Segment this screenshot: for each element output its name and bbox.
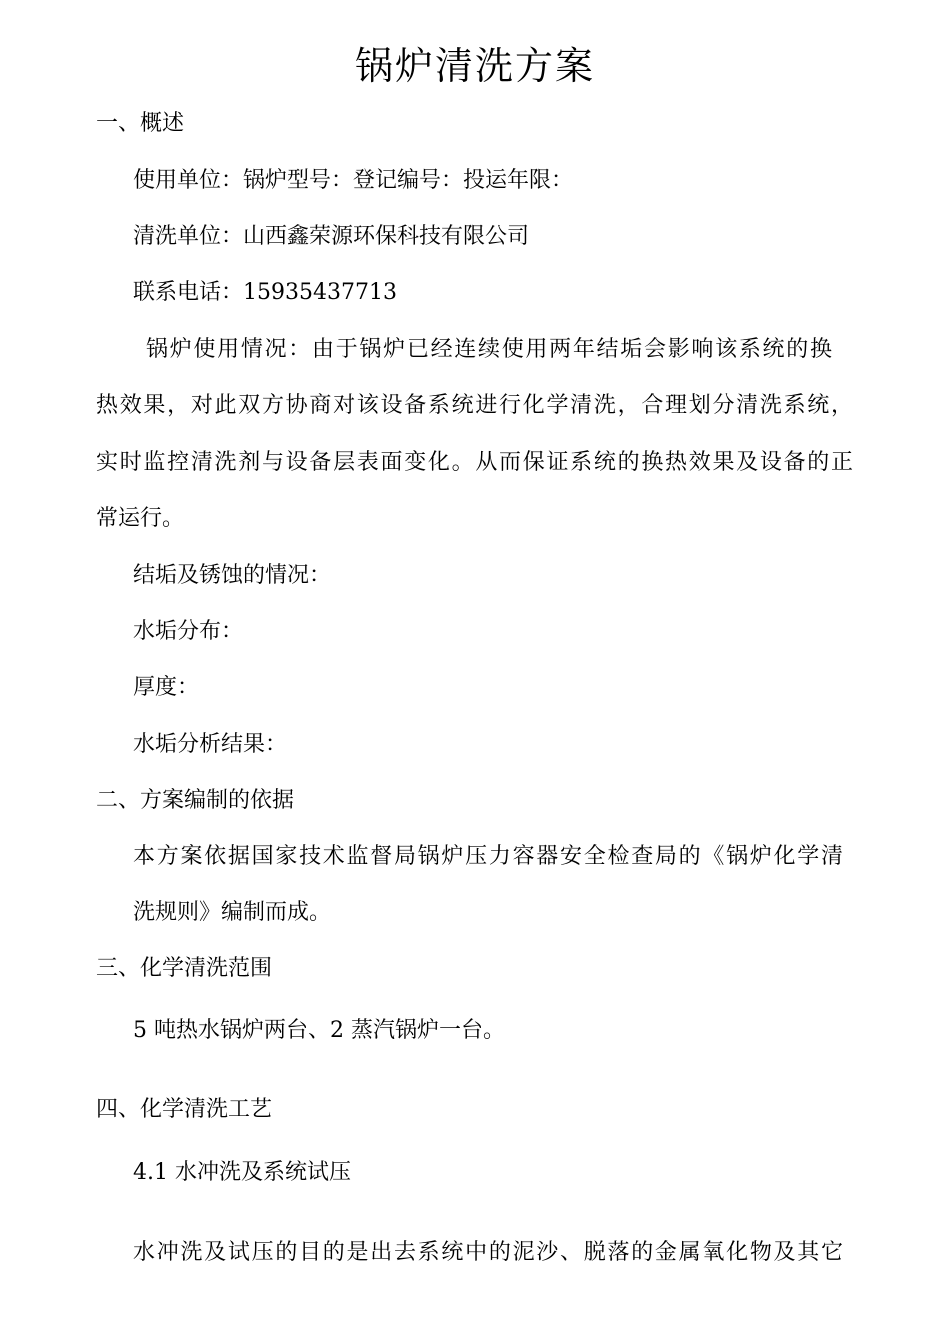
paragraph-line: 本方案依据国家技术监督局锅炉压力容器安全检查局的《锅炉化学清	[133, 844, 843, 869]
paragraph-line: 常运行。	[96, 506, 185, 531]
scale-distribution-line: 水垢分布：	[133, 619, 244, 644]
scaling-status-line: 结垢及锈蚀的情况：	[133, 563, 332, 588]
scope-line: 5 吨热水锅炉两台、2 蒸汽锅炉一台。	[133, 1018, 505, 1043]
section-heading-scope: 三、化学清洗范围	[96, 956, 273, 981]
section-heading-overview: 一、概述	[96, 111, 185, 136]
paragraph-line: 水冲洗及试压的目的是出去系统中的泥沙、脱落的金属氧化物及其它	[133, 1240, 843, 1265]
user-unit-line: 使用单位：锅炉型号：登记编号：投运年限：	[133, 168, 574, 193]
scale-analysis-line: 水垢分析结果：	[133, 732, 288, 757]
section-heading-basis: 二、方案编制的依据	[96, 788, 295, 813]
contact-phone-line: 联系电话：15935437713	[133, 280, 397, 305]
section-heading-process: 四、化学清洗工艺	[96, 1097, 273, 1122]
thickness-line: 厚度：	[133, 675, 200, 700]
paragraph-line: 实时监控清洗剂与设备层表面变化。从而保证系统的换热效果及设备的正	[96, 450, 853, 475]
document-title: 锅炉清洗方案	[354, 44, 595, 88]
cleaning-unit-line: 清洗单位：山西鑫荣源环保科技有限公司	[133, 224, 530, 249]
paragraph-line: 锅炉使用情况：由于锅炉已经连续使用两年结垢会影响该系统的换	[146, 337, 832, 362]
paragraph-line: 洗规则》编制而成。	[133, 900, 332, 925]
paragraph-line: 热效果，对此双方协商对该设备系统进行化学清洗，合理划分清洗系统，	[96, 393, 853, 418]
subsection-heading: 4.1 水冲洗及系统试压	[133, 1160, 351, 1185]
